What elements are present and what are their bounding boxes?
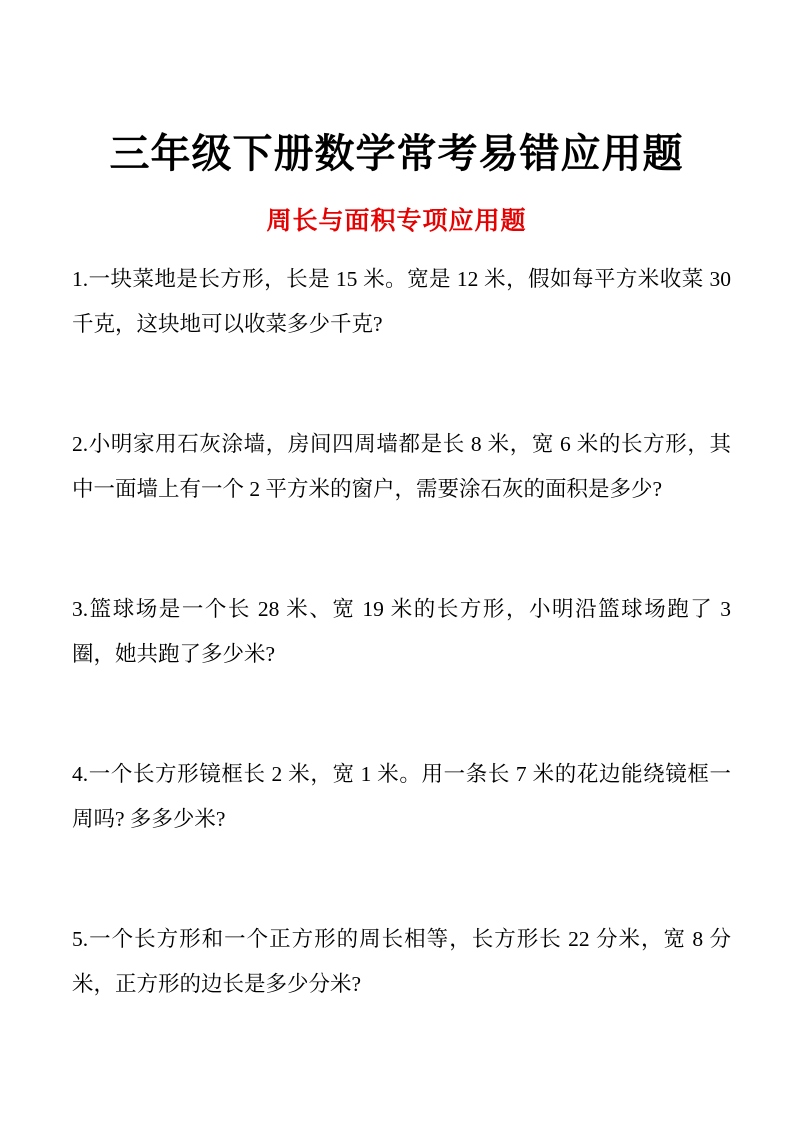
page-subtitle: 周长与面积专项应用题 [266,207,527,235]
problem-item-1: 1.一块菜地是长方形，长是 15 米。宽是 12 米，假如每平方米收菜 30 千克，这块地可以收菜多少千克? [72,267,731,337]
problem-item-4: 4.一个长方形镜框长 2 米，宽 1 米。用一条长 7 米的花边能绕镜框一周吗? 多多少米? [72,762,731,832]
problem-list [72,257,731,1007]
problem-item-5: 5.一个长方形和一个正方形的周长相等，长方形长 22 分米，宽 8 分米，正方形的边长是多少分米? [72,927,731,997]
problem-item-2: 2.小明家用石灰涂墙，房间四周墙都是长 8 米，宽 6 米的长方形，其中一面墙上有一个 2 平方米的窗户，需要涂石灰的面积是多少? [72,432,731,502]
page-title: 三年级下册数学常考易错应用题 [109,131,684,176]
problem-item-3: 3.篮球场是一个长 28 米、宽 19 米的长方形，小明沿篮球场跑了 3 圈，她共跑了多少米? [72,597,731,667]
